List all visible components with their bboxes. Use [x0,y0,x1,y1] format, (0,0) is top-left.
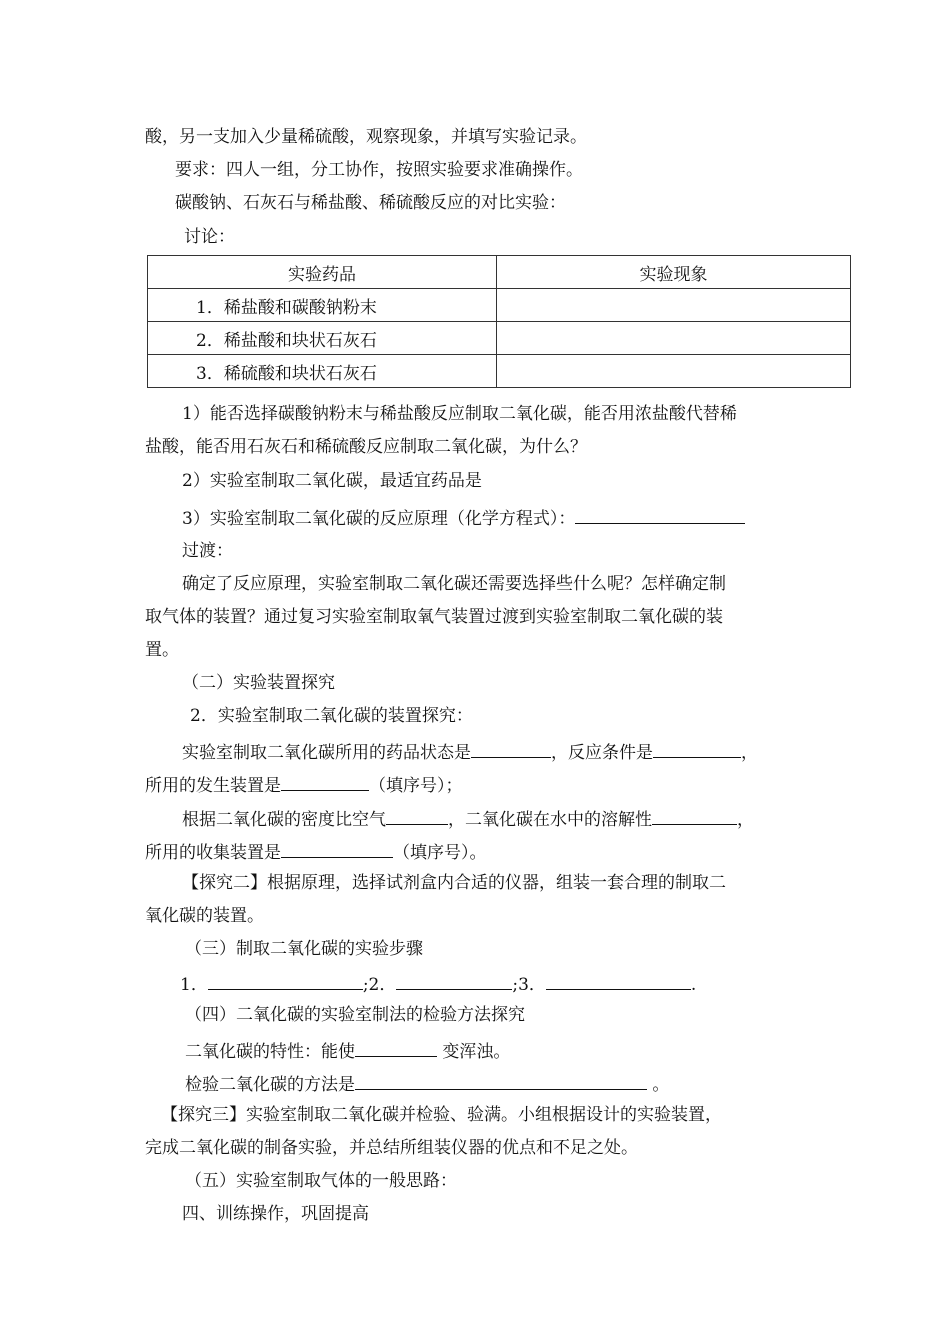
step-2-blank[interactable] [396,971,512,990]
table-row [148,355,851,388]
experiment-table [147,255,851,388]
table-cell-reagent: 3．稀硫酸和块状石灰石 [148,355,497,388]
steps-end: . [690,975,697,995]
collector-label: 所用的收集装置是 [145,843,281,863]
question-1-line1: 1）能否选择碳酸钠粉末与稀盐酸反应制取二氧化碳，能否用浓盐酸代替稀 [182,404,737,424]
generator-line [145,772,815,797]
drug-state-blank[interactable] [471,739,551,758]
table-cell-phenomenon [497,355,851,388]
step-3-label: ;3． [512,975,546,995]
question-2: 2）实验室制取二氧化碳，最适宜药品是 [182,471,482,491]
requirement-text: 要求：四人一组，分工协作，按照实验要求准确操作。 [175,160,583,180]
co2-test-line [185,1071,855,1096]
table-header-phenomenon: 实验现象 [497,256,851,289]
section-4-heading: （四）二氧化碳的实验室制法的检验方法探究 [185,1005,525,1025]
table-cell-reagent: 1．稀盐酸和碳酸钠粉末 [148,289,497,322]
generator-label: 所用的发生装置是 [145,776,281,796]
table-cell-phenomenon [497,289,851,322]
density-comma: ， [737,810,754,830]
intro-line: 酸，另一支加入少量稀硫酸，观察现象，并填写实验记录。 [145,127,587,147]
section-2-subheading: 2．实验室制取二氧化碳的装置探究： [190,706,473,726]
probe-3-line1: 【探究三】实验室制取二氧化碳并检验、验满。小组根据设计的实验装置， [161,1105,722,1125]
drug-state-label: 实验室制取二氧化碳所用的药品状态是 [182,743,471,763]
section-5-heading: （五）实验室制取气体的一般思路： [185,1171,457,1191]
step-3-blank[interactable] [546,971,691,990]
section-2-heading: （二）实验装置探究 [182,673,335,693]
collector-suffix: （填序号）。 [393,843,487,863]
step-1-blank[interactable] [208,971,363,990]
question-3: 3）实验室制取二氧化碳的反应原理（化学方程式）： [182,509,576,529]
transition-text-line3: 置。 [145,640,179,660]
transition-text-line2: 取气体的装置？通过复习实验室制取氧气装置过渡到实验室制取二氧化碳的装 [145,607,723,627]
table-row [148,289,851,322]
solubility-blank[interactable] [652,806,737,825]
section-3-heading: （三）制取二氧化碳的实验步骤 [185,939,423,959]
equation-blank[interactable] [575,505,745,524]
reaction-condition-blank[interactable] [653,739,741,758]
co2-property-blank[interactable] [355,1038,437,1057]
co2-property-line [185,1038,855,1063]
experiment-title: 碳酸钠、石灰石与稀盐酸、稀硫酸反应的对比实验： [175,193,566,213]
collector-line [145,839,815,864]
collector-blank[interactable] [281,839,393,858]
drug-state-comma: ， [741,743,758,763]
probe-3-line2: 完成二氧化碳的制备实验，并总结所组装仪器的优点和不足之处。 [145,1138,638,1158]
table-row [148,322,851,355]
density-blank[interactable] [386,806,448,825]
solubility-label: ，二氧化碳在水中的溶解性 [448,810,652,830]
discussion-label: 讨论： [184,227,235,247]
section-four-heading: 四、训练操作，巩固提高 [182,1204,369,1224]
probe-2-line2: 氧化碳的装置。 [145,906,264,926]
probe-2-line1: 【探究二】根据原理，选择试剂盒内合适的仪器，组装一套合理的制取二 [182,873,726,893]
steps-line [180,971,850,996]
co2-property-label: 二氧化碳的特性：能使 [185,1042,355,1062]
table-cell-reagent: 2．稀盐酸和块状石灰石 [148,322,497,355]
generator-blank[interactable] [281,772,369,791]
step-2-label: ;2． [362,975,397,995]
co2-property-suffix: 变浑浊。 [437,1042,511,1062]
co2-test-suffix: 。 [647,1075,670,1095]
step-1-label: 1． [180,975,208,995]
density-line [182,806,852,831]
reaction-condition-label: ，反应条件是 [551,743,653,763]
co2-test-label: 检验二氧化碳的方法是 [185,1075,355,1095]
table-header-row [148,256,851,289]
co2-test-blank[interactable] [355,1071,647,1090]
question-1-line2: 盐酸，能否用石灰石和稀硫酸反应制取二氧化碳，为什么？ [145,437,587,457]
table-header-reagent: 实验药品 [148,256,497,289]
transition-text-line1: 确定了反应原理，实验室制取二氧化碳还需要选择些什么呢？怎样确定制 [182,574,726,594]
drug-state-line [182,739,852,764]
transition-label: 过渡： [182,541,233,561]
generator-suffix: （填序号）； [369,776,463,796]
density-label: 根据二氧化碳的密度比空气 [182,810,386,830]
table-cell-phenomenon [497,322,851,355]
question-3-line [182,505,852,530]
